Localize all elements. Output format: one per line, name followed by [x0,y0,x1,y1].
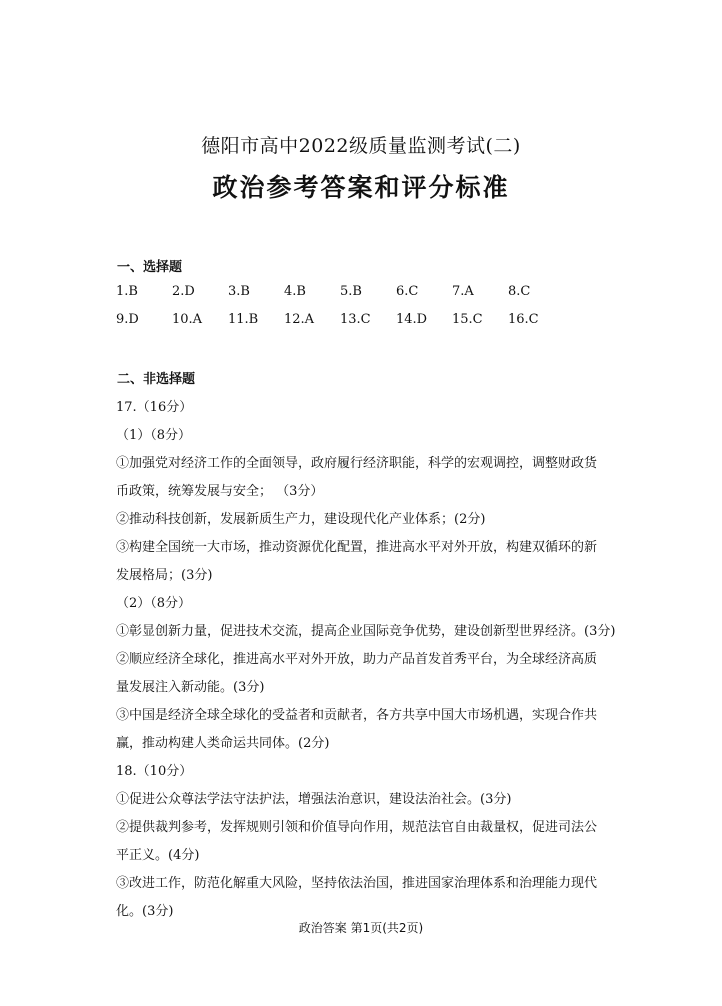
answer-line: ③构建全国统一大市场，推动资源优化配置，推进高水平对外开放，构建双循环的新 [116,540,598,555]
choice-answer: 10.A [172,312,203,327]
answer-line: ①促进公众尊法学法守法护法，增强法治意识，建设法治社会。(3分) [116,792,512,807]
answer-line: 平正义。(4分) [116,848,200,863]
answer-line: ②提供裁判参考，发挥规则引领和价值导向作用，规范法官自由裁量权，促进司法公 [116,820,598,835]
exam-subtitle: 德阳市高中2022级质量监测考试(二) [201,135,521,157]
section-heading-open: 二、非选择题 [117,372,196,387]
page-footer: 政治答案 第1页(共2页) [298,921,424,935]
answer-line: ①彰显创新力量，促进技术交流，提高企业国际竞争优势，建设创新型世界经济。(3分) [116,624,616,639]
question-17-part-1: （1）（8分） [116,428,192,443]
choice-answer: 15.C [452,312,483,327]
section-heading-choice: 一、选择题 [117,260,183,275]
answer-line: ③改进工作，防范化解重大风险，坚持依法治国，推进国家治理体系和治理能力现代 [116,876,598,891]
answer-line: ①加强党对经济工作的全面领导，政府履行经济职能，科学的宏观调控，调整财政货 [116,456,598,471]
choice-answer: 7.A [452,284,474,299]
choice-answer: 5.B [340,284,362,299]
answer-line: 发展格局；(3分) [116,568,213,583]
answer-line: 币政策，统筹发展与安全； （3分） [116,484,324,499]
answer-line: ②顺应经济全球化，推进高水平对外开放，助力产品首发首秀平台，为全球经济高质 [116,652,598,667]
choice-answer: 1.B [116,284,138,299]
question-18-header: 18.（10分） [116,764,193,779]
choice-answer: 2.D [172,284,195,299]
choice-answer: 12.A [284,312,315,327]
answer-line: ②推动科技创新，发展新质生产力，建设现代化产业体系；(2分) [116,512,486,527]
choice-answer: 4.B [284,284,306,299]
question-17-header: 17.（16分） [116,400,193,415]
choice-answer: 6.C [396,284,419,299]
choice-answer: 13.C [340,312,371,327]
choice-answer: 16.C [508,312,539,327]
answer-line: 量发展注入新动能。(3分) [116,680,265,695]
choice-answer: 9.D [116,312,139,327]
choice-answer: 14.D [396,312,428,327]
choice-answer: 3.B [228,284,250,299]
choice-answer: 11.B [228,312,259,327]
answer-line: ③中国是经济全球全球化的受益者和贡献者，各方共享中国大市场机遇，实现合作共 [116,708,598,723]
answer-line: 赢，推动构建人类命运共同体。(2分) [116,736,330,751]
question-17-part-2: （2）（8分） [116,596,192,611]
answer-line: 化。(3分) [116,904,174,919]
page-title: 政治参考答案和评分标准 [212,173,510,202]
choice-answer: 8.C [508,284,531,299]
